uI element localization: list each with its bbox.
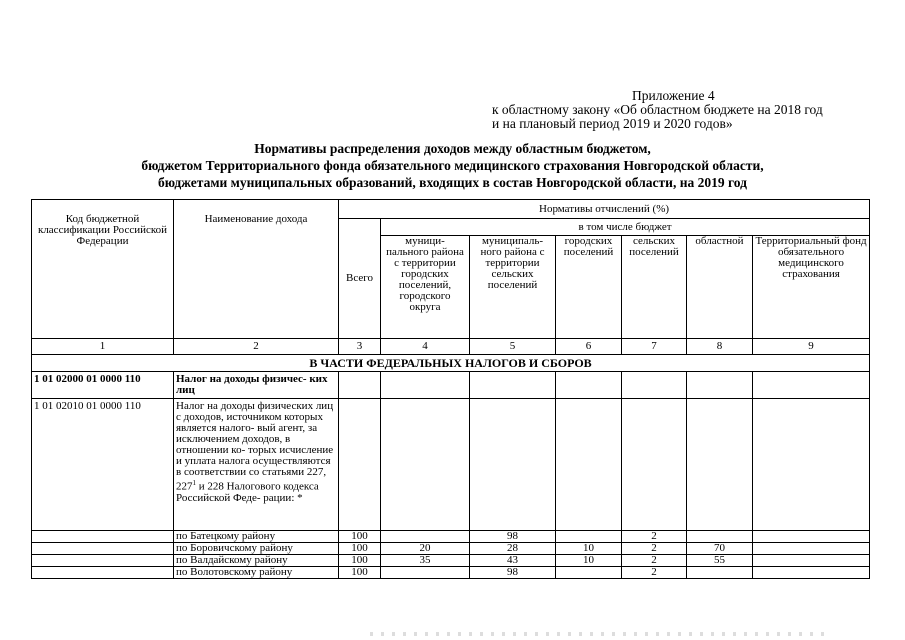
cell-total: 100 — [339, 555, 381, 567]
appendix-block — [492, 89, 823, 131]
appendix-line-1: к областному закону «Об областном бюджете на 2018 год — [492, 102, 823, 117]
col-number: 9 — [753, 339, 870, 355]
appendix-title: Приложение 4 — [632, 88, 715, 103]
header-code: Код бюджетной классификации Российской Федерации — [32, 200, 174, 339]
col-number: 1 — [32, 339, 174, 355]
row-name — [174, 399, 339, 531]
table-row — [32, 567, 870, 579]
row-code: 1 01 02010 01 0000 110 — [32, 399, 174, 531]
heading-line-2: бюджетом Территориального фонда обязательного медицинского страхования Новгородской области, — [141, 158, 764, 173]
cell-col-7: 2 — [622, 555, 687, 567]
section-title: В ЧАСТИ ФЕДЕРАЛЬНЫХ НАЛОГОВ И СБОРОВ — [32, 355, 870, 372]
cell-col-9 — [753, 531, 870, 543]
cell-col-9 — [753, 555, 870, 567]
row-name-part: и 228 Налогового кодекса Российской Феде- рации: * — [176, 480, 319, 504]
row-name-part: Налог на доходы физических лиц с доходов, источником которых является налого- вый агент, за исключением доходов, в отношении ко- торых исчисление и уплата налога осуществляются в соответствии со статьями 227, 227 — [176, 400, 334, 493]
col-number: 7 — [622, 339, 687, 355]
cell-total: 100 — [339, 531, 381, 543]
cell-col-6: 10 — [556, 543, 622, 555]
cell-col-6 — [556, 531, 622, 543]
cell-col-7: 2 — [622, 531, 687, 543]
cell-col-7: 2 — [622, 567, 687, 579]
cell-total: 100 — [339, 543, 381, 555]
column-number-row — [32, 339, 870, 355]
col-number: 3 — [339, 339, 381, 355]
table-row — [32, 543, 870, 555]
cell-col-5: 98 — [470, 531, 556, 543]
header-col-5: муниципаль- ного района с территории сельских поселений — [470, 236, 556, 339]
header-including: в том числе бюджет — [381, 219, 870, 236]
table-row — [32, 531, 870, 543]
col-number: 8 — [687, 339, 753, 355]
row-code: 1 01 02000 01 0000 110 — [32, 372, 174, 399]
district-name: по Валдайскому району — [174, 555, 339, 567]
cell-col-6 — [556, 567, 622, 579]
district-name: по Волотовскому району — [174, 567, 339, 579]
table-row — [32, 555, 870, 567]
heading-line-3: бюджетами муниципальных образований, входящих в состав Новгородской области, на 2019 год — [158, 175, 747, 190]
district-name: по Боровичскому району — [174, 543, 339, 555]
cell-col-5: 28 — [470, 543, 556, 555]
scan-artifact — [370, 632, 830, 636]
cell-col-8 — [687, 567, 753, 579]
row-name: Налог на доходы физичес- ких лиц — [174, 372, 339, 399]
header-col-4: муници- пального района с территории городских поселений, городского округа — [381, 236, 470, 339]
cell-col-9 — [753, 567, 870, 579]
header-col-6: городских поселений — [556, 236, 622, 339]
cell-col-5: 98 — [470, 567, 556, 579]
cell-col-8: 70 — [687, 543, 753, 555]
cell-col-4 — [381, 567, 470, 579]
norms-table — [31, 199, 870, 579]
header-norms: Нормативы отчислений (%) — [339, 200, 870, 219]
col-number: 2 — [174, 339, 339, 355]
document-heading — [0, 140, 905, 191]
cell-col-8 — [687, 531, 753, 543]
header-col-8: областной — [687, 236, 753, 339]
row-name-superscript: 1 — [192, 479, 196, 487]
cell-col-4 — [381, 531, 470, 543]
cell-col-5: 43 — [470, 555, 556, 567]
heading-line-1: Нормативы распределения доходов между областным бюджетом, — [254, 141, 651, 156]
header-name: Наименование дохода — [174, 200, 339, 339]
table-row — [32, 372, 870, 399]
cell-col-7: 2 — [622, 543, 687, 555]
cell-col-6: 10 — [556, 555, 622, 567]
cell-col-8: 55 — [687, 555, 753, 567]
cell-col-9 — [753, 543, 870, 555]
col-number: 6 — [556, 339, 622, 355]
col-number: 5 — [470, 339, 556, 355]
header-col-9: Территориальный фонд обязательного медицинского страхования — [753, 236, 870, 339]
table-row — [32, 399, 870, 531]
cell-col-4: 35 — [381, 555, 470, 567]
header-total: Всего — [339, 219, 381, 339]
col-number: 4 — [381, 339, 470, 355]
cell-total: 100 — [339, 567, 381, 579]
appendix-line-2: и на плановый период 2019 и 2020 годов» — [492, 116, 733, 131]
district-name: по Батецкому району — [174, 531, 339, 543]
cell-col-4: 20 — [381, 543, 470, 555]
header-col-7: сельских поселений — [622, 236, 687, 339]
